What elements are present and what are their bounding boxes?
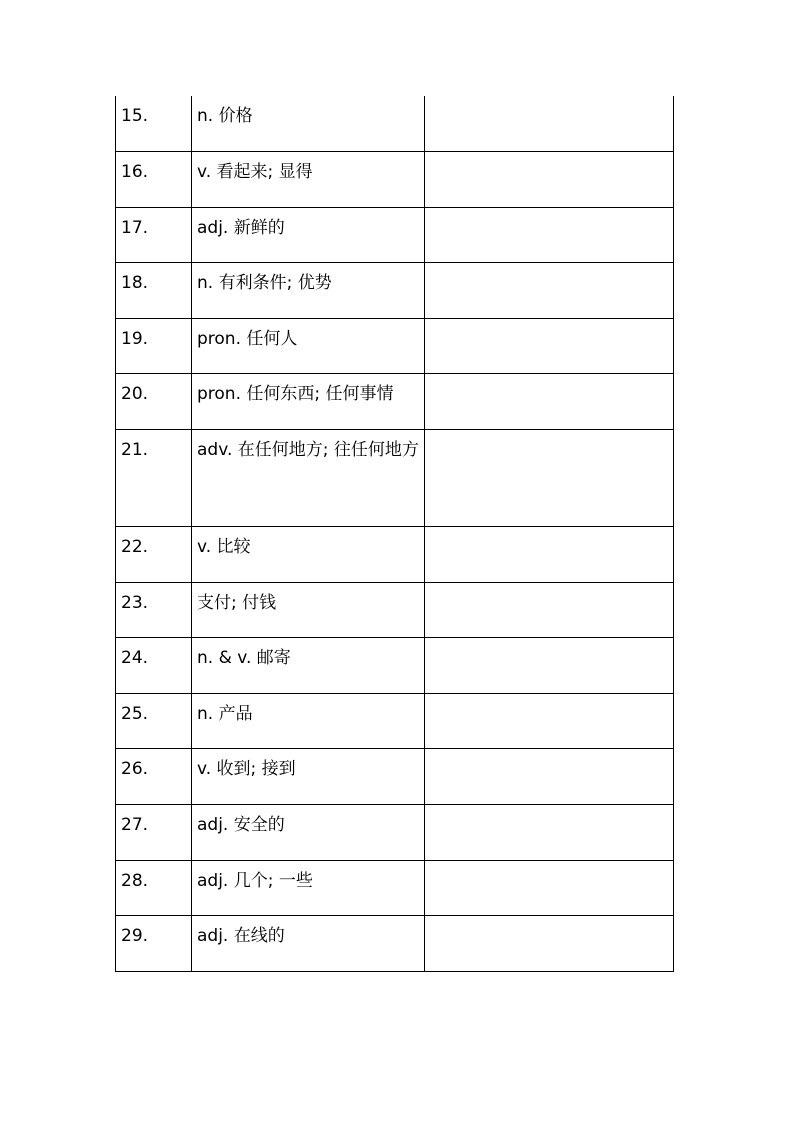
meaning-cell bbox=[192, 693, 425, 749]
item-number-cell bbox=[116, 638, 192, 694]
answer-cell[interactable] bbox=[425, 805, 674, 861]
answer-cell[interactable] bbox=[425, 749, 674, 805]
vocabulary-table-body bbox=[116, 96, 674, 971]
item-number-cell bbox=[116, 152, 192, 208]
item-number-cell bbox=[116, 207, 192, 263]
item-meaning: n. 产品 bbox=[197, 703, 253, 724]
item-number: 19. bbox=[121, 328, 149, 349]
item-meaning: adj. 几个; 一些 bbox=[197, 870, 313, 891]
item-number-cell bbox=[116, 263, 192, 319]
item-number: 23. bbox=[121, 592, 149, 613]
table-row bbox=[116, 207, 674, 263]
table-row bbox=[116, 527, 674, 583]
item-meaning: adj. 安全的 bbox=[197, 815, 285, 836]
answer-cell[interactable] bbox=[425, 430, 674, 527]
table-row bbox=[116, 430, 674, 527]
item-meaning: adj. 新鲜的 bbox=[197, 217, 285, 238]
item-number: 18. bbox=[121, 273, 149, 294]
meaning-cell bbox=[192, 263, 425, 319]
table-row bbox=[116, 96, 674, 152]
table-row bbox=[116, 749, 674, 805]
item-number: 15. bbox=[121, 106, 149, 126]
item-number: 27. bbox=[121, 815, 149, 836]
item-number-cell bbox=[116, 749, 192, 805]
table-row bbox=[116, 318, 674, 374]
table-row bbox=[116, 374, 674, 430]
item-meaning: 支付; 付钱 bbox=[197, 592, 277, 613]
meaning-cell bbox=[192, 582, 425, 638]
meaning-cell bbox=[192, 96, 425, 152]
item-meaning: n. & v. 邮寄 bbox=[197, 648, 291, 669]
item-meaning: n. 有利条件; 优势 bbox=[197, 273, 332, 294]
item-number-cell bbox=[116, 374, 192, 430]
item-meaning: v. 收到; 接到 bbox=[197, 759, 296, 780]
item-number: 20. bbox=[121, 384, 149, 405]
answer-cell[interactable] bbox=[425, 527, 674, 583]
item-number-cell bbox=[116, 430, 192, 527]
meaning-cell bbox=[192, 318, 425, 374]
item-number-cell bbox=[116, 916, 192, 972]
item-meaning: v. 比较 bbox=[197, 537, 251, 558]
answer-cell[interactable] bbox=[425, 916, 674, 972]
meaning-cell bbox=[192, 749, 425, 805]
item-meaning: v. 看起来; 显得 bbox=[197, 162, 313, 183]
meaning-cell bbox=[192, 805, 425, 861]
meaning-cell bbox=[192, 860, 425, 916]
answer-cell[interactable] bbox=[425, 582, 674, 638]
meaning-cell bbox=[192, 638, 425, 694]
item-number: 21. bbox=[121, 440, 149, 461]
item-meaning: adv. 在任何地方; 往任何地方 bbox=[197, 440, 419, 461]
item-number: 17. bbox=[121, 217, 149, 238]
vocabulary-table bbox=[115, 96, 674, 972]
table-row bbox=[116, 263, 674, 319]
table-row bbox=[116, 582, 674, 638]
meaning-cell bbox=[192, 430, 425, 527]
table-row bbox=[116, 916, 674, 972]
table-row bbox=[116, 152, 674, 208]
item-number-cell bbox=[116, 805, 192, 861]
answer-cell[interactable] bbox=[425, 860, 674, 916]
item-number-cell bbox=[116, 582, 192, 638]
item-number-cell bbox=[116, 860, 192, 916]
item-number-cell bbox=[116, 527, 192, 583]
item-number: 29. bbox=[121, 926, 149, 947]
item-number: 26. bbox=[121, 759, 149, 780]
item-meaning: pron. 任何人 bbox=[197, 328, 298, 349]
table-row bbox=[116, 638, 674, 694]
answer-cell[interactable] bbox=[425, 96, 674, 152]
answer-cell[interactable] bbox=[425, 638, 674, 694]
meaning-cell bbox=[192, 916, 425, 972]
table-row bbox=[116, 860, 674, 916]
item-number: 22. bbox=[121, 537, 149, 558]
item-number: 28. bbox=[121, 870, 149, 891]
answer-cell[interactable] bbox=[425, 374, 674, 430]
answer-cell[interactable] bbox=[425, 207, 674, 263]
answer-cell[interactable] bbox=[425, 693, 674, 749]
table-row bbox=[116, 693, 674, 749]
item-number: 16. bbox=[121, 162, 149, 183]
item-number-cell bbox=[116, 693, 192, 749]
item-number-cell bbox=[116, 318, 192, 374]
item-number-cell bbox=[116, 96, 192, 152]
meaning-cell bbox=[192, 207, 425, 263]
item-number: 25. bbox=[121, 703, 149, 724]
item-meaning: pron. 任何东西; 任何事情 bbox=[197, 384, 394, 405]
item-number: 24. bbox=[121, 648, 149, 669]
table-row bbox=[116, 805, 674, 861]
answer-cell[interactable] bbox=[425, 318, 674, 374]
answer-cell[interactable] bbox=[425, 263, 674, 319]
meaning-cell bbox=[192, 527, 425, 583]
answer-cell[interactable] bbox=[425, 152, 674, 208]
item-meaning: n. 价格 bbox=[197, 106, 253, 126]
item-meaning: adj. 在线的 bbox=[197, 926, 285, 947]
meaning-cell bbox=[192, 152, 425, 208]
meaning-cell bbox=[192, 374, 425, 430]
